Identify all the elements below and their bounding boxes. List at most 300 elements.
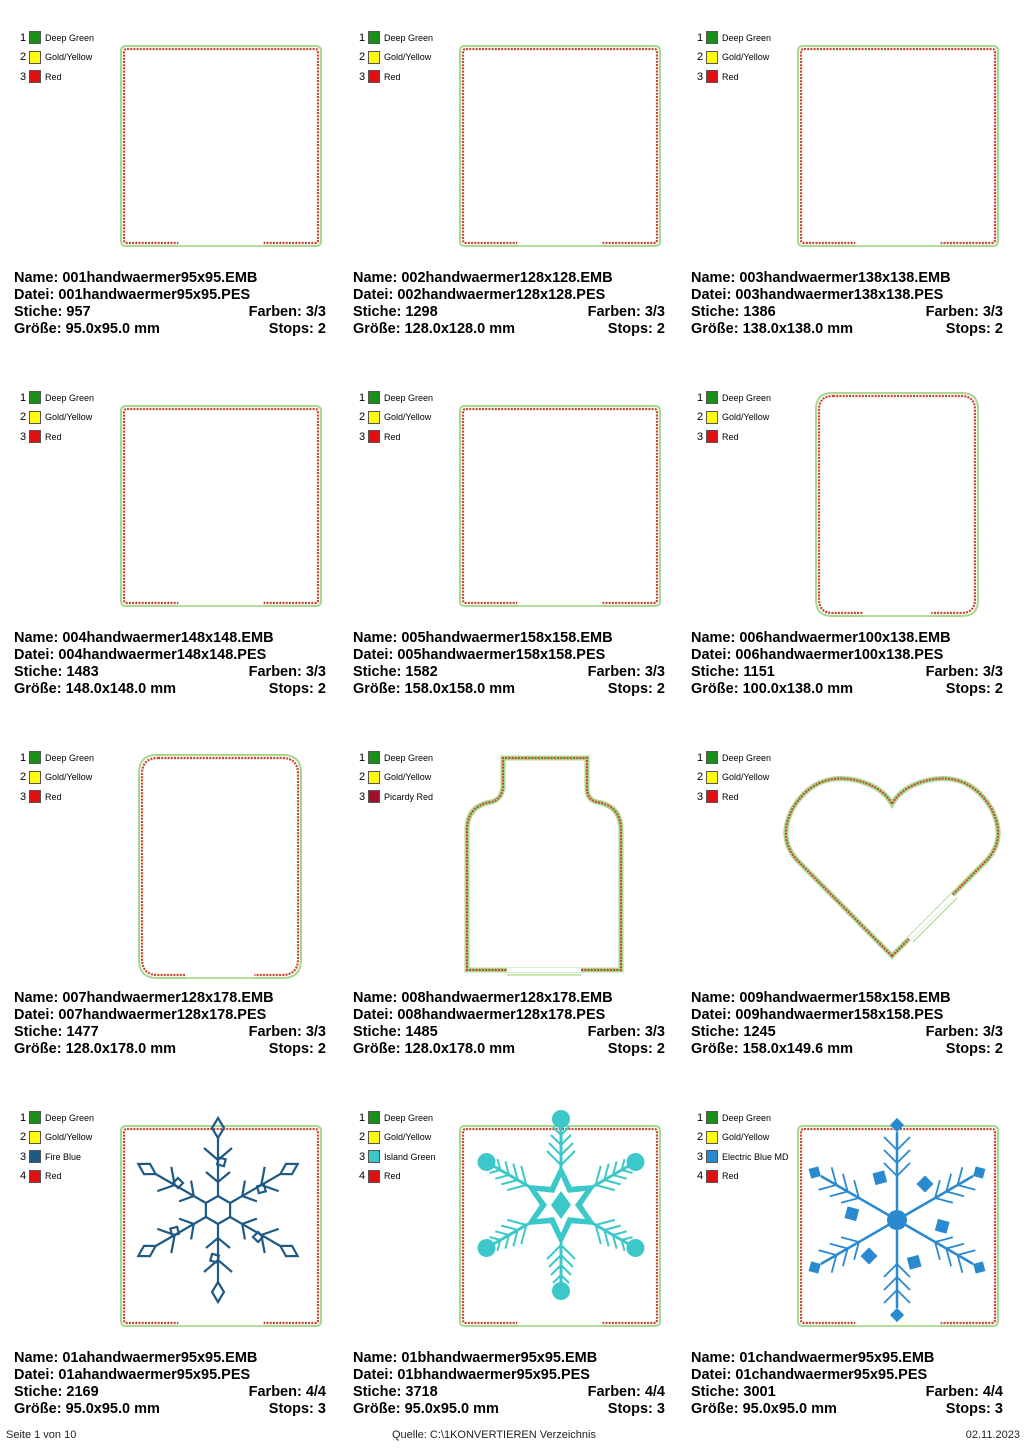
color-legend [697, 388, 771, 447]
design-stops [946, 681, 1003, 698]
design-size [14, 1041, 176, 1058]
design-size [353, 681, 515, 698]
design-info [691, 1350, 1003, 1418]
design-stitches [691, 1384, 776, 1401]
design-file-value: 005handwaermer158x158.PES [397, 647, 606, 663]
color-swatch [706, 411, 718, 424]
design-info [14, 270, 326, 338]
stops-value: 2 [656, 1041, 665, 1057]
red-stitch-line [801, 49, 995, 243]
color-name: Deep Green [384, 752, 434, 763]
design-file-value: 001handwaermer95x95.PES [58, 287, 251, 303]
legend-number: 1 [359, 1111, 366, 1124]
legend-row [697, 748, 771, 768]
label-stitches: Stiche: [14, 664, 67, 680]
side-opening [909, 895, 953, 939]
stops-value: 2 [994, 321, 1003, 337]
stops-value: 2 [994, 1041, 1003, 1057]
color-legend [359, 1108, 436, 1186]
legend-number: 2 [359, 1131, 366, 1144]
label-colors: Farben: [587, 1024, 645, 1040]
design-name-value: 004handwaermer148x148.EMB [62, 630, 274, 646]
legend-number: 3 [20, 790, 27, 803]
colors-value: 4/4 [982, 1384, 1003, 1400]
color-swatch [29, 771, 41, 784]
info-row [14, 287, 326, 304]
label-stops: Stops: [268, 681, 318, 697]
design-cell [677, 1080, 1015, 1440]
snowflake-c [790, 1118, 1003, 1322]
color-swatch [368, 1131, 380, 1144]
color-name: Gold/Yellow [384, 1132, 432, 1143]
label-size: Größe: [691, 1041, 743, 1057]
design-file [14, 287, 250, 304]
info-row [691, 647, 1003, 664]
stitches-value: 1386 [743, 304, 776, 320]
stitches-value: 3718 [405, 1384, 438, 1400]
color-name: Red [384, 71, 401, 82]
legend-row [20, 427, 94, 447]
color-name: Gold/Yellow [722, 1132, 770, 1143]
color-swatch [368, 771, 380, 784]
size-value: 128.0x178.0 mm [65, 1041, 177, 1057]
design-size [14, 681, 176, 698]
color-name: Red [722, 431, 739, 442]
label-colors: Farben: [925, 1384, 983, 1400]
legend-row [359, 67, 433, 87]
outer-green-line [786, 779, 998, 956]
design-name [691, 990, 951, 1007]
design-colors [249, 304, 326, 321]
info-row [353, 681, 665, 698]
legend-number: 3 [359, 1150, 366, 1163]
legend-row [697, 1147, 789, 1167]
stitches-value: 957 [66, 304, 91, 320]
design-stitches [691, 304, 776, 321]
legend-number: 3 [359, 70, 366, 83]
label-stitches: Stiche: [691, 1384, 744, 1400]
info-row [353, 664, 665, 681]
stitches-value: 1483 [66, 664, 99, 680]
color-name: Gold/Yellow [45, 772, 93, 783]
info-row [691, 270, 1003, 287]
design-file [691, 1007, 943, 1024]
legend-number: 2 [20, 771, 27, 784]
design-stops [608, 321, 665, 338]
design-file [14, 647, 266, 664]
design-file-value: 007handwaermer128x178.PES [58, 1007, 267, 1023]
label-name: Name: [14, 270, 63, 286]
outer-green-line [460, 406, 660, 606]
label-stitches: Stiche: [14, 1384, 67, 1400]
color-name: Deep Green [722, 392, 772, 403]
color-swatch [706, 70, 718, 83]
info-row [691, 1350, 1003, 1367]
design-name [14, 270, 257, 287]
color-name: Red [722, 791, 739, 802]
color-name: Deep Green [45, 392, 95, 403]
info-row [14, 321, 326, 338]
info-row [14, 681, 326, 698]
design-stitches [14, 1384, 99, 1401]
color-swatch [706, 771, 718, 784]
design-cell [0, 1080, 338, 1440]
design-stops [269, 321, 326, 338]
legend-number: 2 [359, 771, 366, 784]
stitches-value: 2169 [66, 1384, 99, 1400]
legend-number: 1 [359, 31, 366, 44]
label-size: Größe: [14, 1401, 66, 1417]
design-name-value: 009handwaermer158x158.EMB [739, 990, 951, 1006]
label-colors: Farben: [925, 304, 983, 320]
label-stops: Stops: [268, 1041, 318, 1057]
colors-value: 3/3 [305, 664, 326, 680]
legend-row [359, 1128, 436, 1148]
info-row [14, 1041, 326, 1058]
colors-value: 3/3 [982, 1024, 1003, 1040]
legend-row [20, 408, 94, 428]
color-name: Electric Blue MD [722, 1151, 789, 1162]
color-name: Gold/Yellow [45, 1132, 93, 1143]
info-row [691, 1007, 1003, 1024]
legend-row [359, 787, 433, 807]
design-file [14, 1007, 266, 1024]
snowflake-b [472, 1110, 651, 1300]
legend-row [359, 408, 433, 428]
color-swatch [706, 1150, 718, 1163]
color-name: Gold/Yellow [722, 412, 770, 423]
label-name: Name: [14, 990, 63, 1006]
size-value: 95.0x95.0 mm [65, 321, 160, 337]
color-name: Gold/Yellow [722, 52, 770, 63]
design-info [691, 990, 1003, 1058]
legend-number: 3 [20, 70, 27, 83]
legend-number: 1 [697, 391, 704, 404]
design-stops [608, 1401, 665, 1418]
design-stops [269, 681, 326, 698]
size-value: 158.0x158.0 mm [404, 681, 516, 697]
stops-value: 2 [656, 681, 665, 697]
info-row [353, 630, 665, 647]
legend-number: 4 [20, 1170, 27, 1183]
legend-row [697, 408, 771, 428]
design-file-value: 01ahandwaermer95x95.PES [58, 1367, 251, 1383]
colors-value: 3/3 [982, 304, 1003, 320]
color-swatch [29, 1111, 41, 1124]
info-row [353, 287, 665, 304]
color-swatch [706, 31, 718, 44]
colors-value: 4/4 [305, 1384, 326, 1400]
design-stitches [353, 664, 438, 681]
color-legend [20, 28, 94, 87]
info-row [14, 270, 326, 287]
design-size [353, 321, 515, 338]
design-name [353, 1350, 597, 1367]
legend-number: 2 [359, 411, 366, 424]
size-value: 100.0x138.0 mm [742, 681, 854, 697]
color-name: Red [722, 1171, 739, 1182]
design-info [14, 1350, 326, 1418]
label-size: Größe: [353, 1401, 405, 1417]
red-stitch-line [124, 409, 318, 603]
label-size: Größe: [691, 681, 743, 697]
legend-number: 3 [697, 430, 704, 443]
label-name: Name: [691, 990, 740, 1006]
stitches-value: 1151 [743, 664, 775, 680]
outer-green-line [121, 46, 321, 246]
design-colors [249, 1384, 326, 1401]
design-size [14, 1401, 160, 1418]
design-stops [608, 681, 665, 698]
design-name-value: 001handwaermer95x95.EMB [62, 270, 258, 286]
color-name: Deep Green [722, 32, 772, 43]
size-value: 128.0x178.0 mm [404, 1041, 516, 1057]
label-stitches: Stiche: [353, 1024, 406, 1040]
design-stitches [353, 304, 438, 321]
label-size: Größe: [14, 1041, 66, 1057]
legend-row [20, 388, 94, 408]
stops-value: 2 [317, 1041, 326, 1057]
design-colors [926, 1384, 1003, 1401]
design-file-value: 01bhandwaermer95x95.PES [397, 1367, 590, 1383]
legend-number: 1 [20, 391, 27, 404]
design-name-value: 007handwaermer128x178.EMB [62, 990, 274, 1006]
label-stops: Stops: [607, 1041, 657, 1057]
legend-row [697, 1128, 789, 1148]
design-stops [946, 321, 1003, 338]
color-swatch [29, 751, 41, 764]
info-row [691, 287, 1003, 304]
color-swatch [368, 790, 380, 803]
design-size [691, 681, 853, 698]
design-info [14, 990, 326, 1058]
legend-row [359, 768, 433, 788]
legend-number: 2 [697, 411, 704, 424]
color-swatch [706, 1131, 718, 1144]
design-cell [339, 0, 677, 360]
color-name: Deep Green [384, 392, 434, 403]
red-stitch-line [467, 758, 621, 970]
stitches-value: 1298 [405, 304, 438, 320]
legend-row [697, 1167, 789, 1187]
info-row [14, 1007, 326, 1024]
design-colors [588, 1024, 665, 1041]
design-stitches [14, 304, 91, 321]
color-swatch [29, 51, 41, 64]
label-file: Datei: [691, 1367, 736, 1383]
design-name [353, 270, 613, 287]
design-name-value: 01chandwaermer95x95.EMB [739, 1350, 935, 1366]
design-name-value: 006handwaermer100x138.EMB [739, 630, 951, 646]
color-name: Red [45, 71, 62, 82]
design-file [353, 1367, 590, 1384]
legend-row [20, 768, 94, 788]
color-name: Deep Green [45, 1112, 95, 1123]
design-size [353, 1401, 499, 1418]
label-colors: Farben: [248, 664, 306, 680]
label-colors: Farben: [248, 1024, 306, 1040]
design-file [353, 1007, 605, 1024]
color-swatch [706, 790, 718, 803]
stops-value: 3 [994, 1401, 1003, 1417]
label-file: Datei: [691, 647, 736, 663]
color-swatch [368, 411, 380, 424]
design-file [353, 287, 605, 304]
colors-value: 3/3 [982, 664, 1003, 680]
design-name-value: 01bhandwaermer95x95.EMB [401, 1350, 598, 1366]
stitches-value: 3001 [743, 1384, 776, 1400]
outer-green-line [460, 46, 660, 246]
legend-number: 2 [20, 411, 27, 424]
color-swatch [706, 430, 718, 443]
legend-row [359, 28, 433, 48]
design-stitches [14, 1024, 99, 1041]
legend-number: 1 [697, 751, 704, 764]
info-row [691, 1401, 1003, 1418]
legend-number: 3 [20, 1150, 27, 1163]
label-file: Datei: [353, 1367, 398, 1383]
info-row [691, 681, 1003, 698]
stitches-value: 1245 [743, 1024, 776, 1040]
legend-number: 3 [697, 70, 704, 83]
size-value: 138.0x138.0 mm [742, 321, 854, 337]
color-swatch [368, 31, 380, 44]
color-swatch [706, 51, 718, 64]
color-swatch [29, 391, 41, 404]
legend-number: 4 [697, 1170, 704, 1183]
size-value: 95.0x95.0 mm [404, 1401, 499, 1417]
design-cell [677, 360, 1015, 720]
design-info [691, 270, 1003, 338]
design-file-value: 003handwaermer138x138.PES [735, 287, 944, 303]
design-name-value: 005handwaermer158x158.EMB [401, 630, 613, 646]
color-name: Picardy Red [384, 791, 434, 802]
color-swatch [29, 1150, 41, 1163]
info-row [14, 1367, 326, 1384]
outer-green-line [467, 758, 621, 970]
color-name: Deep Green [722, 1112, 772, 1123]
color-name: Fire Blue [45, 1151, 82, 1162]
size-value: 148.0x148.0 mm [65, 681, 177, 697]
label-stops: Stops: [268, 321, 318, 337]
legend-row [697, 787, 771, 807]
info-row [691, 630, 1003, 647]
color-name: Gold/Yellow [45, 412, 93, 423]
label-size: Größe: [353, 681, 405, 697]
colors-value: 3/3 [644, 664, 665, 680]
label-file: Datei: [691, 287, 736, 303]
label-name: Name: [691, 630, 740, 646]
legend-row [359, 427, 433, 447]
design-colors [926, 1024, 1003, 1041]
color-swatch [368, 391, 380, 404]
design-stitches [691, 664, 775, 681]
info-row [14, 304, 326, 321]
legend-row [359, 1147, 436, 1167]
label-stops: Stops: [945, 321, 995, 337]
label-colors: Farben: [587, 1384, 645, 1400]
colors-value: 3/3 [305, 1024, 326, 1040]
label-stitches: Stiche: [691, 304, 744, 320]
label-stitches: Stiche: [691, 664, 744, 680]
color-swatch [706, 751, 718, 764]
info-row [14, 630, 326, 647]
legend-number: 1 [20, 751, 27, 764]
design-file-value: 004handwaermer148x148.PES [58, 647, 267, 663]
red-stitch-line [142, 758, 298, 975]
info-row [691, 664, 1003, 681]
design-size [691, 1401, 837, 1418]
color-legend [359, 748, 433, 807]
design-name [14, 630, 274, 647]
design-colors [588, 1384, 665, 1401]
legend-number: 2 [697, 771, 704, 784]
color-swatch [368, 70, 380, 83]
color-legend [20, 748, 94, 807]
legend-row [697, 427, 771, 447]
footer-page: Seite 1 von 10 [6, 1429, 77, 1441]
legend-row [20, 67, 94, 87]
label-size: Größe: [691, 1401, 743, 1417]
stops-value: 2 [994, 681, 1003, 697]
red-stitch-line [819, 396, 975, 613]
legend-row [20, 1147, 94, 1167]
design-info [691, 630, 1003, 698]
label-colors: Farben: [587, 664, 645, 680]
stitches-value: 1477 [66, 1024, 99, 1040]
color-name: Gold/Yellow [45, 52, 93, 63]
info-row [691, 321, 1003, 338]
color-swatch [29, 70, 41, 83]
color-legend [359, 28, 433, 87]
legend-number: 1 [359, 391, 366, 404]
legend-number: 2 [20, 51, 27, 64]
legend-number: 3 [359, 790, 366, 803]
label-file: Datei: [14, 1007, 59, 1023]
info-row [353, 321, 665, 338]
color-swatch [368, 1111, 380, 1124]
info-row [691, 990, 1003, 1007]
stops-value: 2 [317, 321, 326, 337]
info-row [353, 1384, 665, 1401]
legend-row [20, 48, 94, 68]
colors-value: 4/4 [644, 1384, 665, 1400]
design-colors [588, 304, 665, 321]
color-swatch [706, 391, 718, 404]
color-legend [697, 1108, 789, 1186]
info-row [14, 647, 326, 664]
color-name: Gold/Yellow [384, 52, 432, 63]
legend-row [359, 388, 433, 408]
stops-value: 3 [317, 1401, 326, 1417]
color-swatch [29, 430, 41, 443]
legend-number: 3 [20, 430, 27, 443]
label-stops: Stops: [945, 1041, 995, 1057]
colors-value: 3/3 [644, 1024, 665, 1040]
info-row [14, 1024, 326, 1041]
legend-row [20, 28, 94, 48]
design-name-value: 003handwaermer138x138.EMB [739, 270, 951, 286]
design-name [14, 1350, 257, 1367]
design-stops [946, 1401, 1003, 1418]
legend-row [20, 1167, 94, 1187]
label-colors: Farben: [925, 1024, 983, 1040]
legend-row [20, 748, 94, 768]
red-stitch-line [463, 409, 657, 603]
design-file [353, 647, 605, 664]
label-name: Name: [691, 270, 740, 286]
info-row [353, 1350, 665, 1367]
